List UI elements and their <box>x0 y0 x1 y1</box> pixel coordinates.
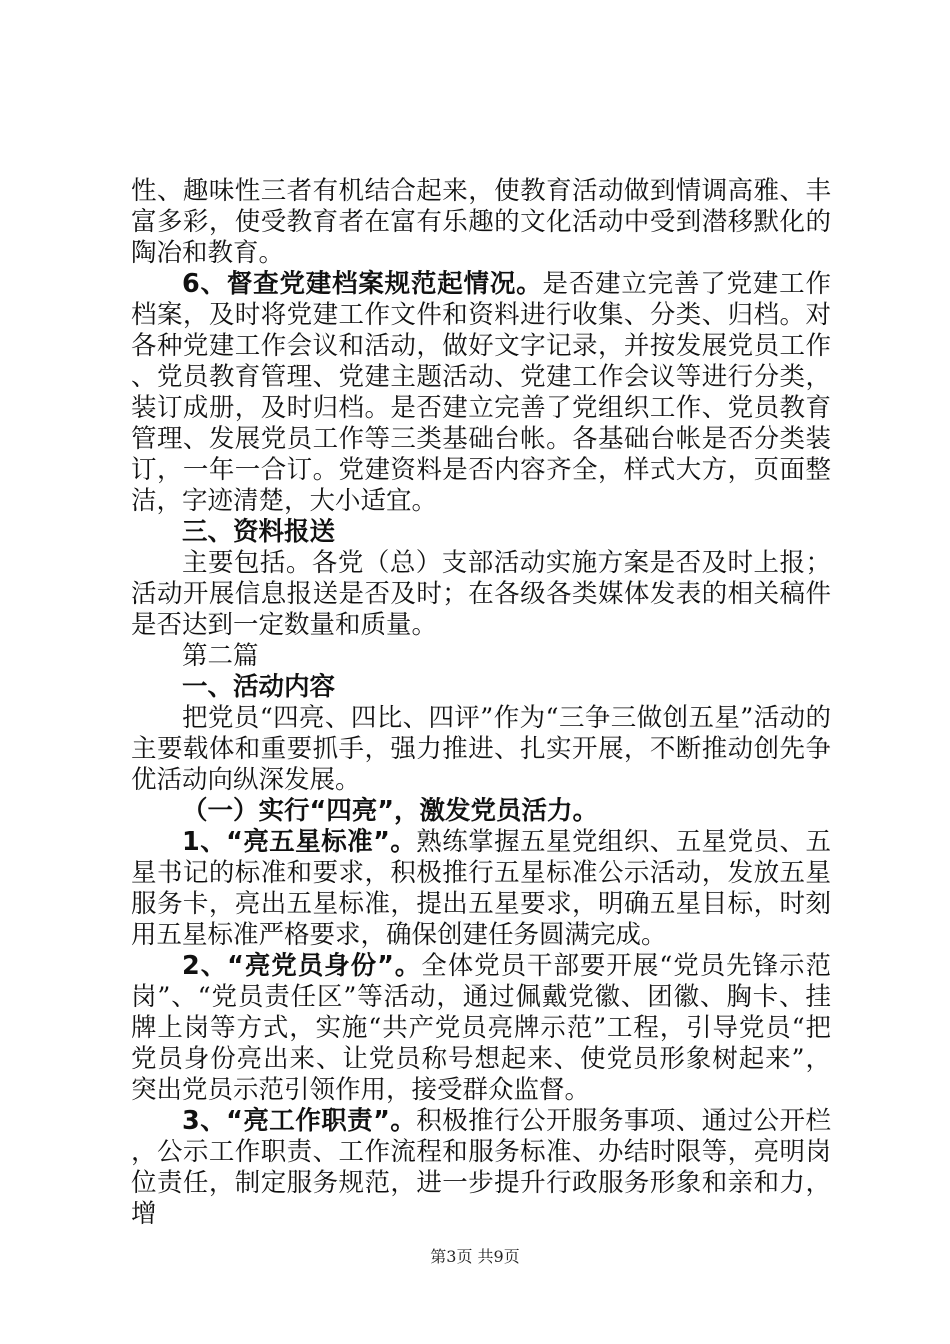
section-heading: 一、活动内容 <box>182 672 336 702</box>
paragraph-item-3 <box>131 1106 831 1230</box>
paragraph-item-1 <box>131 827 831 951</box>
paragraph-text: 性、趣味性三者有机结合起来，使教育活动做到情调高雅、丰富多彩，使受教育者在富有乐趣的文化活动中受到潜移默化的陶冶和教育。 <box>131 176 831 268</box>
item-lead: 3、“亮工作职责”。 <box>182 1106 417 1136</box>
item-lead: 6、督查党建档案规范起情况。 <box>182 269 543 299</box>
paragraph-text: 主要包括。各党（总）支部活动实施方案是否及时上报；活动开展信息报送是否及时；在各级各类媒体发表的相关稿件是否达到一定数量和质量。 <box>131 548 831 640</box>
paragraph-text: 熟练掌握五星党组织、五星党员、五星书记的标准和要求，积极推行五星标准公示活动，发放五星服务卡，亮出五星标准，提出五星要求，明确五星目标，时刻用五星标准严格要求，确保创建任务圆满完成。 <box>131 827 831 950</box>
paragraph-text: 全体党员干部要开展“党员先锋示范岗”、“党员责任区”等活动，通过佩戴党徽、团徽、胸卡、挂牌上岗等方式，实施“共产党员亮牌示范”工程，引导党员“把党员身份亮出来、让党员称号想起来、使党员形象树起来”，突出党员示范引领作用，接受群众监督。 <box>131 951 831 1105</box>
paragraph-item-6 <box>131 269 831 517</box>
document-body <box>131 176 831 1230</box>
paragraph-item-2 <box>131 951 831 1106</box>
section-heading: 三、资料报送 <box>182 517 336 547</box>
part-title: 第二篇 <box>182 641 259 671</box>
page-footer: 第3页 共9页 <box>430 1247 520 1266</box>
item-lead: 1、“亮五星标准”。 <box>182 827 417 857</box>
paragraph-continuation <box>131 176 831 269</box>
subsection-heading: （一）实行“四亮”，激发党员活力。 <box>182 796 599 826</box>
item-lead: 2、“亮党员身份”。 <box>182 951 422 981</box>
paragraph-text: 把党员“四亮、四比、四评”作为“三争三做创五星”活动的主要载体和重要抓手，强力推进、扎实开展，不断推动创先争优活动向纵深发展。 <box>131 703 831 795</box>
paragraph-text: 积极推行公开服务事项、通过公开栏，公示工作职责、工作流程和服务标准、办结时限等，亮明岗位责任，制定服务规范，进一步提升行政服务形象和亲和力，增 <box>131 1106 831 1229</box>
paragraph-text: 是否建立完善了党建工作档案，及时将党建工作文件和资料进行收集、分类、归档。对各种党建工作会议和活动，做好文字记录，并按发展党员工作、党员教育管理、党建主题活动、党建工作会议等进行分类，装订成册，及时归档。是否建立完善了党组织工作、党员教育管理、发展党员工作等三类基础台帐。各基础台帐是否分类装订，一年一合订。党建资料是否内容齐全，样式大方，页面整洁，字迹清楚，大小适宜。 <box>131 269 831 516</box>
